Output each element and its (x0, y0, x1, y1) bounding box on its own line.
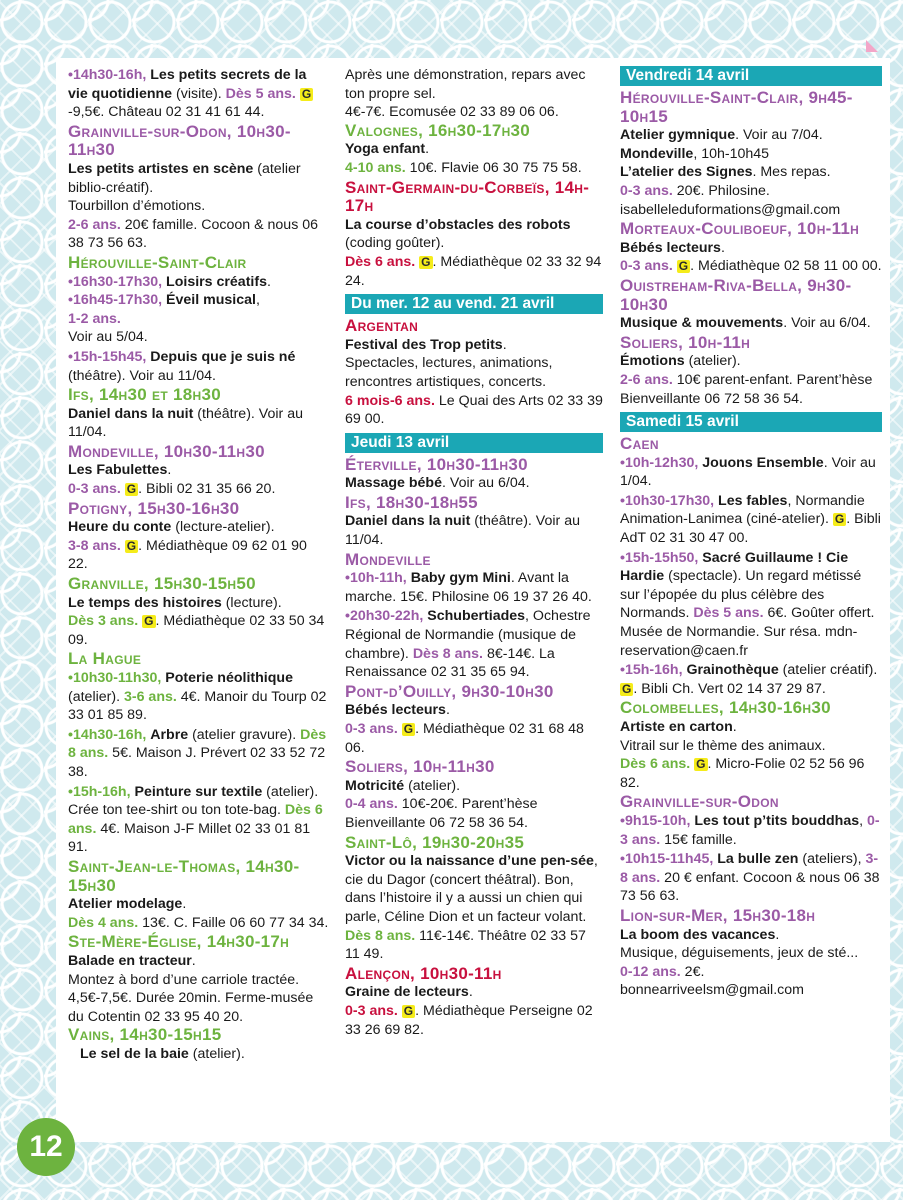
location: Éterville, 10h30-11h30 (345, 454, 528, 474)
description: Voir au 5/04. (68, 329, 148, 346)
event: Émotions (atelier). (620, 353, 741, 370)
location: Ifs, 18h30-18h55 (345, 492, 478, 512)
event: •10h30-11h30, Poterie néolithique (atelier). 3-6 ans. 4€. Manoir du Tourp 02 33 01 85 89. (68, 670, 327, 724)
event: Atelier modelage. (68, 896, 187, 913)
location: Ifs, 14h30 et 18h30 (68, 385, 221, 405)
free-badge: G (696, 757, 706, 772)
location: Colombelles, 14h30-16h30 (620, 698, 831, 718)
event: •15h-15h50, Sacré Guillaume ! Cie Hardie (spectacle). Un regard métissé sur l’épopée du plus célèbre des Normands. Dès 5 ans. 6€. Goûter offert. Musée de Normandie. Sur résa. mdn-reservation@caen.fr (620, 549, 875, 659)
event: •16h30-17h30, Loisirs créatifs. (68, 273, 271, 290)
free-badge: G (144, 614, 154, 629)
date-header: Vendredi 14 avril (620, 66, 882, 86)
date-header: Du mer. 12 au vend. 21 avril (345, 294, 603, 314)
event: Daniel dans la nuit (théâtre). Voir au 11/04. (68, 405, 303, 441)
location: Mondeville (345, 549, 431, 569)
event: Balade en tracteur. (68, 952, 196, 969)
location: Argentan (345, 316, 419, 336)
event: Massage bébé. Voir au 6/04. (345, 475, 530, 492)
free-badge: G (403, 722, 414, 736)
description: Vitrail sur le thème des animaux. (620, 737, 826, 754)
free-badge: G (301, 86, 312, 101)
description: bonnearriveelsm@gmail.com (620, 982, 804, 999)
event: Mondeville, 10h-10h45 (620, 145, 770, 162)
free-badge: G (678, 259, 689, 274)
event: •15h-16h, Peinture sur textile (atelier). Crée ton tee-shirt ou ton tote-bag. Dès 6 ans. 4€. Maison J-F Millet 02 33 01 81 91. (68, 783, 323, 856)
location: Mondeville, 10h30-11h30 (68, 441, 265, 461)
event: Motricité (atelier). (345, 777, 461, 794)
age-info: 0-3 ans. G . Bibli 02 31 35 66 20. (68, 481, 276, 498)
age-info: 0-3 ans. G . Médiathèque 02 58 11 00 00. (620, 258, 882, 275)
event: Bébés lecteurs. (345, 702, 450, 719)
location: Valognes, 16h30-17h30 (345, 120, 531, 140)
location: Alençon, 10h30-11h (345, 963, 502, 983)
age-info: 2-6 ans. 10€ parent-enfant. Parent’hèse Bienveillante 06 72 58 36 54. (620, 371, 873, 407)
page-number: 12 (17, 1118, 75, 1176)
age-info: 1-2 ans. (68, 310, 121, 327)
age-info: 0-3 ans. G . Médiathèque 02 31 68 48 06. (345, 721, 584, 756)
event: •16h45-17h30, Éveil musical, (68, 292, 260, 309)
free-badge: G (834, 512, 845, 527)
corner-tab (866, 40, 878, 52)
event: •10h-12h30, Jouons Ensemble. Voir au 1/04. (620, 454, 876, 490)
date-header: Samedi 15 avril (620, 412, 882, 432)
location: La Hague (68, 649, 142, 669)
location: Soliers, 10h-11h (620, 332, 751, 352)
event: •9h15-10h, Les tout p’tits bouddhas, 0-3 ans. 15€ famille. (620, 812, 880, 848)
free-badge: G (126, 538, 137, 553)
event: Heure du conte (lecture-atelier). (68, 519, 275, 536)
free-badge: G (421, 254, 431, 269)
event: Musique & mouvements. Voir au 6/04. (620, 315, 871, 332)
age-info: Dès 4 ans. 13€. C. Faille 06 60 77 34 34. (68, 914, 329, 931)
location: Pont-d’Ouilly, 9h30-10h30 (345, 681, 554, 701)
location: Grainville-sur-Odon (620, 792, 779, 812)
age-info: 0-3 ans. 20€. Philosine. (620, 182, 770, 199)
event: •10h15-11h45, La bulle zen (ateliers), 3-8 ans. 20 € enfant. Cocoon & nous 06 38 73 56 63. (620, 851, 880, 905)
age-info: 4-10 ans. 10€. Flavie 06 30 75 75 58. (345, 159, 582, 176)
event: Le sel de la baie (atelier). (80, 1045, 245, 1062)
event: Festival des Trop petits. (345, 336, 507, 353)
event: Graine de lecteurs. (345, 984, 473, 1001)
age-info: 0-3 ans. G . Médiathèque Perseigne 02 33 26 69 82. (345, 1002, 593, 1038)
location: Grainville-sur-Odon, 10h30-11h30 (68, 121, 291, 160)
age-info: 0-12 ans. 2€. (620, 963, 705, 980)
event: Atelier gymnique. Voir au 7/04. (620, 127, 823, 144)
location: Saint-Lô, 19h30-20h35 (345, 832, 525, 852)
age-info: 2-6 ans. 20€ famille. Cocoon & nous 06 38 73 56 63. (68, 216, 319, 252)
event: Yoga enfant. (345, 141, 430, 158)
location: Soliers, 10h-11h30 (345, 757, 495, 777)
event: Artiste en carton. (620, 719, 737, 735)
location: Hérouville-Saint-Clair (68, 252, 247, 272)
description: Montez à bord d’une carriole tractée. 4,5€-7,5€. Durée 20min. Ferme-musée du Cotentin 02 33 95 40 20. (68, 971, 314, 1025)
event: •10h-11h, Baby gym Mini. Avant la marche. 15€. Philosine 06 19 37 26 40. (345, 570, 592, 605)
description: Spectacles, lectures, animations, rencontres artistiques, concerts. (345, 355, 553, 390)
event: •20h30-22h, Schubertiades, Ochestre Régional de Normandie (musique de chambre). Dès 8 ans. 8€-14€. La Renaissance 02 31 35 65 94. (345, 608, 591, 681)
description: Musique, déguisements, jeux de sté... (620, 945, 859, 962)
location: Saint-Jean-le-Thomas, 14h30-15h30 (68, 856, 300, 895)
event: •15h-16h, Grainothèque (atelier créatif). G . Bibli Ch. Vert 02 14 37 29 87. (620, 662, 878, 697)
age-info: 6 mois-6 ans. Le Quai des Arts 02 33 39 69 00. (345, 392, 603, 428)
event: La course d’obstacles des robots (coding goûter). (345, 216, 571, 252)
age-info: 0-4 ans. 10€-20€. Parent’hèse Bienveillante 06 72 58 36 54. (345, 796, 538, 831)
location: Granville, 15h30-15h50 (68, 574, 256, 594)
free-badge: G (126, 482, 137, 497)
location: Caen (620, 434, 659, 454)
event: Bébés lecteurs. (620, 239, 725, 256)
event: Les Fabulettes. (68, 462, 172, 479)
age-info: Dès 6 ans. G . Micro-Folie 02 52 56 96 82. (620, 756, 865, 791)
agenda-page (56, 58, 890, 1142)
event: Daniel dans la nuit (théâtre). Voir au 11/04. (345, 513, 580, 549)
age-info: Dès 8 ans. 11€-14€. Théâtre 02 33 57 11 49. (345, 927, 586, 963)
event: L’atelier des Signes. Mes repas. (620, 164, 831, 181)
location: Morteaux-Couliboeuf, 10h-11h (620, 219, 860, 239)
location: Vains, 14h30-15h15 (68, 1025, 222, 1045)
event: •10h30-17h30, Les fables, Normandie Animation-Lanimea (ciné-atelier). G . Bibli AdT 02 31 30 47 00. (620, 492, 881, 547)
free-badge: G (403, 1003, 414, 1018)
location: Ste-Mère-Église, 14h30-17h (68, 932, 290, 952)
description: Tourbillon d’émotions. (68, 198, 206, 215)
event: •14h30-16h, Arbre (atelier gravure). Dès 8 ans. 5€. Maison J. Prévert 02 33 52 72 38. (68, 726, 327, 780)
location: Saint-Germain-du-Corbeïs, 14h-17h (345, 177, 590, 216)
event: La boom des vacances. (620, 926, 780, 943)
location: Lion-sur-Mer, 15h30-18h (620, 905, 816, 925)
location: Potigny, 15h30-16h30 (68, 498, 240, 518)
age-info: Dès 3 ans. G . Médiathèque 02 33 50 34 09. (68, 613, 325, 648)
event: Victor ou la naissance d’une pen-sée, cie du Dagor (concert théâtral). Bon, dans l’histoire il y a aussi un chien qui parle, Céline Dion et un facteur volant. (345, 853, 598, 925)
date-header: Jeudi 13 avril (345, 433, 603, 453)
event: •15h-15h45, Depuis que je suis né (théâtre). Voir au 11/04. (68, 348, 296, 384)
event: Le temps des histoires (lecture). (68, 594, 282, 611)
age-info: Dès 6 ans. G . Médiathèque 02 33 32 94 24. (345, 253, 602, 289)
age-info: 3-8 ans. G . Médiathèque 09 62 01 90 22. (68, 537, 307, 573)
location: Hérouville-Saint-Clair, 9h45-10h15 (620, 88, 853, 126)
column-3 (620, 66, 882, 1000)
event: Les petits artistes en scène (atelier biblio-créatif). (68, 160, 301, 196)
description: 4€-7€. Ecomusée 02 33 89 06 06. (345, 104, 559, 121)
event: •14h30-16h, Les petits secrets de la vie quotidienne (visite). Dès 5 ans. G-9,5€. Château 02 31 41 61 44. (68, 67, 312, 121)
location: Ouistreham-Riva-Bella, 9h30-10h30 (620, 275, 852, 314)
column-2 (345, 66, 603, 1040)
free-badge: G (622, 681, 632, 696)
column-1 (68, 66, 330, 1063)
description: isabelleleduformations@gmail.com (620, 201, 841, 218)
description: Après une démonstration, repars avec ton propre sel. (345, 67, 586, 102)
